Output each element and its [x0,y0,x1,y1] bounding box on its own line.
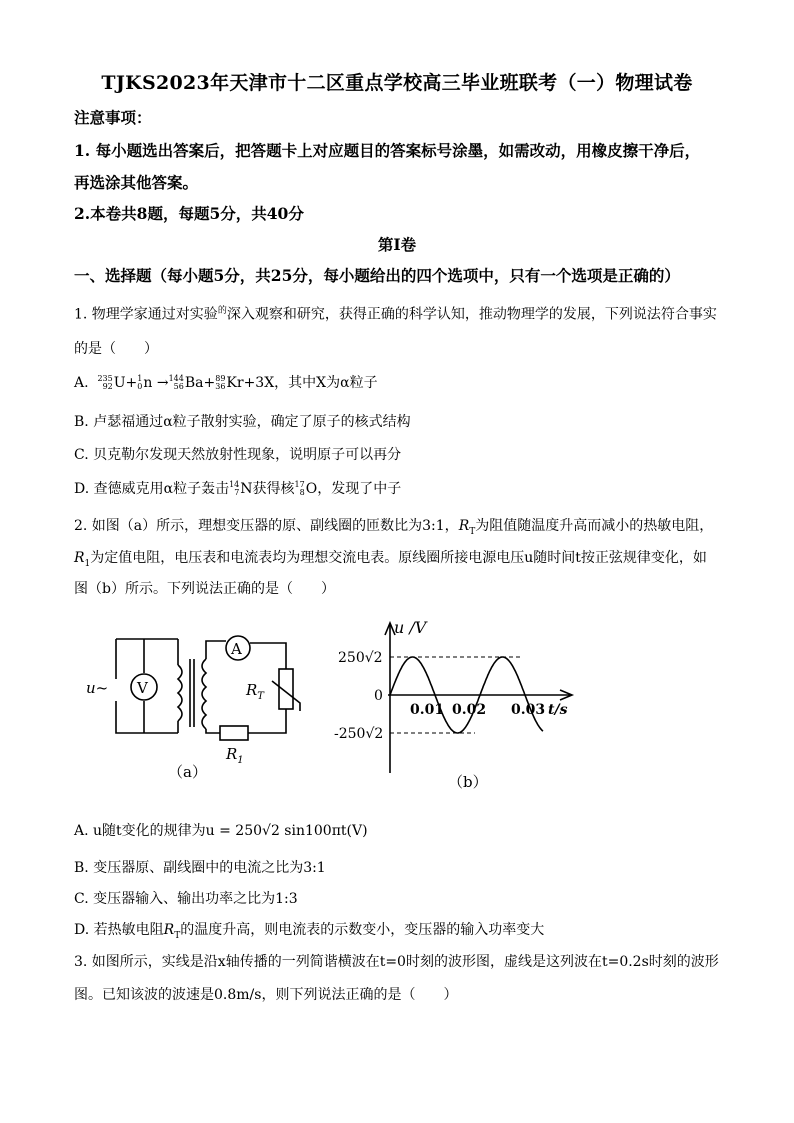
isotope-ba: 144 56 [168,374,184,391]
q2-option-d: D. 若热敏电阻$R_T$的温度升高，则电流表的示数变小，变压器的输入功率变大 [74,922,545,941]
fig-a-u-label: u~ [86,679,109,697]
q1-option-b: B. 卢瑟福通过α粒子散射实验，确定了原子的核式结构 [74,414,411,430]
q2-stem-line2: $R_1$为定值电阻，电压表和电流表均为理想交流电表。原线圈所接电源电压u随时间t按正弦规律变化，如 [74,550,707,569]
fig-a-rt-label: $R_T$ [246,681,264,702]
q2-stem-line3: 图（b）所示。下列说法正确的是（ ） [74,581,335,597]
isotope-kr: 89 36 [215,374,226,391]
fig-b-y-top: 250√2 [338,650,383,666]
isotope-u: 235 92 [97,374,113,391]
q1-stem-line1 [74,303,717,324]
q1-option-a: A. 235 92 U+ 1 0 n → 144 56 Ba+ 89 36 Kr+3X，其中X为α粒子 [74,374,378,391]
notice-heading: 注意事项： [74,108,152,127]
figure-b-graph [330,615,580,790]
isotope-n: 1 0 [137,374,143,391]
q2-option-a: A. u随t变化的规律为u = 250√2 sin100πt(V) [74,823,368,839]
q1-stem-sup: 的 [217,306,227,316]
ammeter-symbol: A [231,640,242,658]
q1-option-d: D. 查德威克用α粒子轰击 14 7 N获得核 17 8 O，发现了中子 [74,480,402,497]
fig-a-caption: （a） [168,763,207,781]
q3-stem-line2: 图。已知该波的波速是0.8m/s，则下列说法正确的是（ ） [74,987,458,1003]
figure-a-circuit [86,625,316,785]
isotope-n14: 14 7 [229,480,240,497]
fig-b-y-label: u /V [394,618,427,637]
fig-b-origin: 0 [374,688,383,704]
fig-a-r1-label: $R_1$ [226,745,244,766]
q1-stem-part: 1. 物理学家通过对实验 [74,306,218,323]
q2-stem-line1: 2. 如图（a）所示，理想变压器的原、副线圈的匝数比为3:1，$R_T$为阻值随温度升高而减小的热敏电阻， [74,518,714,537]
q1-stem-part: 深入观察和研究，获得正确的科学认知，推动物理学的发展，下列说法符合事实 [226,306,717,323]
notice-item-2: 2.本卷共8题，每题5分，共40分 [74,204,304,223]
option-label: A. [74,375,89,391]
notice-item-1a: 1. 每小题选出答案后，把答题卡上对应题目的答案标号涂墨，如需改动，用橡皮擦干净后， [74,141,701,160]
fig-b-caption: （b） [448,773,488,790]
notice-item-1b: 再选涂其他答案。 [74,173,199,192]
fig-b-tick-1: 0.01 [410,702,445,718]
q2-option-c: C. 变压器输入、输出功率之比为1:3 [74,891,298,907]
fig-b-tick-2: 0.02 [452,702,487,718]
exam-title: TJKS2023年天津市十二区重点学校高三毕业班联考（一）物理试卷 [101,72,693,94]
q1-stem-line2: 的是（ ） [74,341,158,357]
q2-option-b: B. 变压器原、副线圈中的电流之比为3:1 [74,860,326,876]
fig-b-x-label: t/s [548,702,568,718]
isotope-o17: 17 8 [294,480,305,497]
q1-option-c: C. 贝克勒尔发现天然放射性现象，说明原子可以再分 [74,447,402,463]
fig-b-tick-3: 0.03 [511,702,546,718]
section-heading: 一、选择题（每小题5分，共25分，每小题给出的四个选项中，只有一个选项是正确的） [74,266,680,285]
volume-heading: 第I卷 [377,235,417,254]
voltmeter-symbol: V [137,679,148,697]
q3-stem-line1: 3. 如图所示，实线是沿x轴传播的一列简谐横波在t=0时刻的波形图，虚线是这列波在t=0.2s时刻的波形 [74,954,719,970]
fig-b-y-bottom: -250√2 [334,726,384,742]
